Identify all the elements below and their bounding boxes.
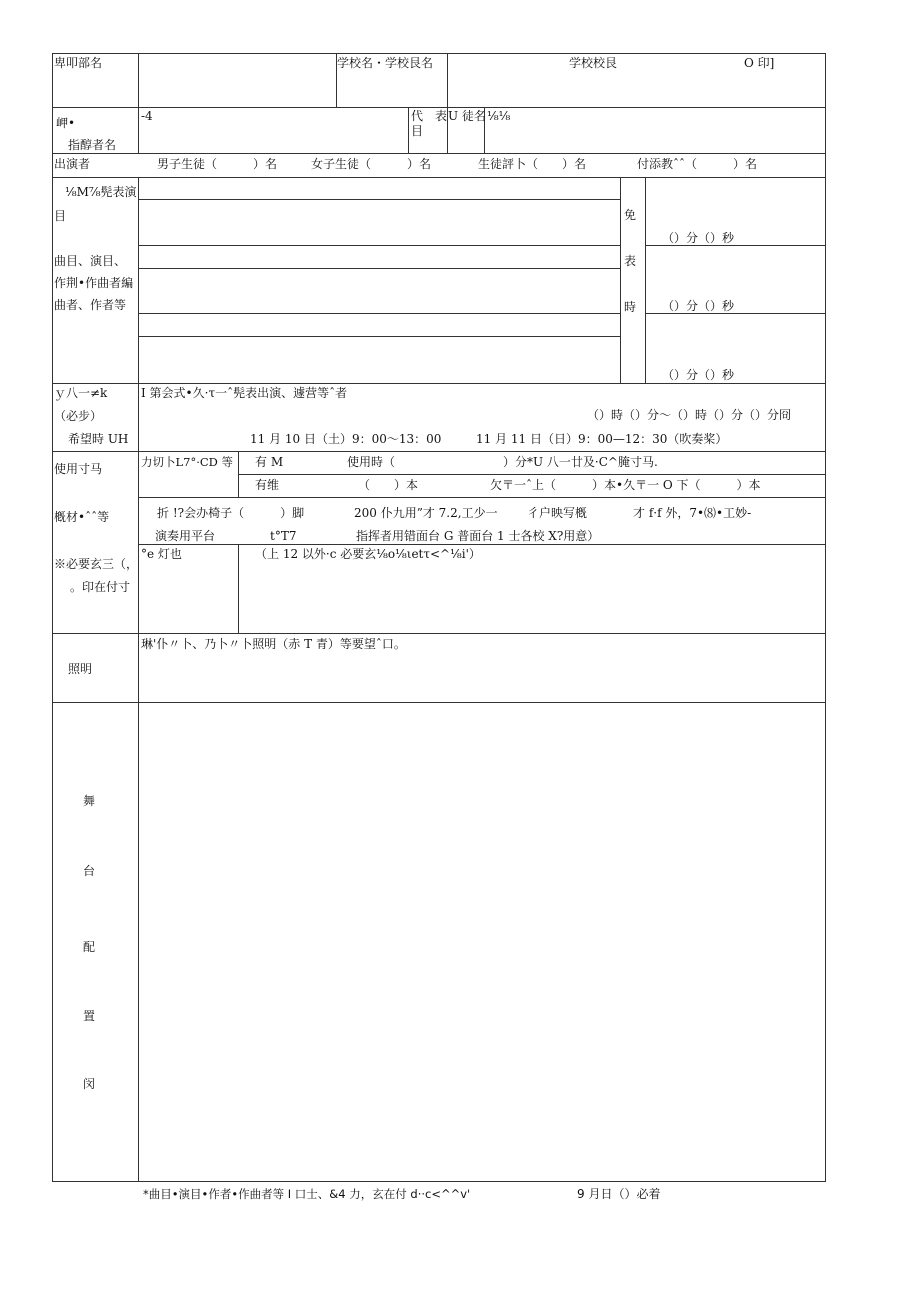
item-200-field[interactable]: 200 仆九用”才 7.2,工少一 xyxy=(354,506,498,520)
conductor-label-a: 岬• xyxy=(56,116,76,130)
divider xyxy=(52,383,826,384)
stage-label-char-1: 舞 xyxy=(83,794,96,808)
divider xyxy=(138,336,620,337)
program-input-5[interactable] xyxy=(140,315,618,335)
program-label-4: 作荆•作曲者編 xyxy=(54,276,134,290)
school-input[interactable] xyxy=(338,72,445,105)
rehearsal-date-1: 11 月 10 日（土）9：00～13：00 xyxy=(250,432,442,446)
principal-label: 学校校艮 xyxy=(569,56,618,70)
power-have-option[interactable]: 有 M xyxy=(255,455,284,469)
lighting-note: 琳'仆〃卜、乃卜〃卜照明（赤 T 青）等要望ˆ口。 xyxy=(141,637,406,651)
divider xyxy=(408,107,409,153)
time-field-1[interactable]: （）分（）秒 xyxy=(662,231,735,245)
program-label-5: 曲者、作者等 xyxy=(54,298,127,312)
program-input-2[interactable] xyxy=(140,201,618,244)
chair-field[interactable]: 折 !?会办椅子（ ）脚 xyxy=(157,506,305,520)
program-label-2: 目 xyxy=(54,209,67,223)
divider xyxy=(52,702,826,703)
other-equipment-field[interactable]: 才 f·f 外，7•⑻•工妙- xyxy=(633,506,752,520)
program-label-1: ⅛M⅞髡表演 xyxy=(65,185,137,199)
projector-field[interactable]: 彳户映写槪 xyxy=(527,506,588,520)
equipment-label-4: 。印在付寸 xyxy=(70,580,131,594)
rep-label-b: 目 xyxy=(411,124,424,138)
power-label: 力切卜L7°·CD 等 xyxy=(141,455,234,469)
divider xyxy=(138,313,620,314)
equipment-label-1: 使用寸马 xyxy=(54,462,103,476)
table-border-bottom xyxy=(52,1181,826,1182)
divider xyxy=(645,177,646,383)
student-name-label: U 徒名 xyxy=(448,109,486,123)
dept-input[interactable] xyxy=(140,55,334,105)
equipment-label-2: 槪材•ˆˆ等 xyxy=(54,510,110,524)
wire-count-field[interactable]: （ ）本 xyxy=(358,478,419,492)
divider xyxy=(52,153,826,154)
other-needs-note: （上 12 以外·c 必要玄⅛o⅛ιetτ<^⅛i'） xyxy=(255,547,481,561)
lighting-input[interactable] xyxy=(140,653,824,700)
stage-label-char-3: 配 xyxy=(83,940,96,954)
performers-label: 出演者 xyxy=(54,157,91,171)
divider xyxy=(238,544,239,633)
wire-have-option[interactable]: 有维 xyxy=(255,478,280,492)
rehearsal-time-range[interactable]: （）時（）分～（）時（）分（）分冏 xyxy=(587,408,792,422)
divider xyxy=(52,451,826,452)
divider xyxy=(447,53,448,153)
table-border-right xyxy=(825,53,826,1182)
dept-label: 卑叩部名 xyxy=(54,56,103,70)
seal-label: O 印] xyxy=(744,56,775,70)
student-count-field[interactable]: 生徒評卜（ ）名 xyxy=(478,157,587,171)
time-field-3[interactable]: （）分（）秒 xyxy=(662,368,735,382)
power-time-field[interactable]: 使用時（ ）分*U 八一廿及·C^腌寸马. xyxy=(347,455,658,469)
platform-label: 演奏用平台 xyxy=(155,529,216,543)
divider xyxy=(138,53,139,153)
conductor-input[interactable]: -4 xyxy=(141,109,153,123)
rehearsal-label-2: （必步） xyxy=(54,409,103,423)
divider xyxy=(645,313,826,314)
divider xyxy=(138,268,620,269)
lighting-label: 照明 xyxy=(68,662,93,676)
time-label-2: 表 xyxy=(624,254,637,268)
divider xyxy=(620,177,621,383)
stage-label-char-5: 闵 xyxy=(83,1077,96,1091)
divider xyxy=(138,544,826,545)
time-label-3: 時 xyxy=(624,300,637,314)
stage-layout-area[interactable] xyxy=(140,704,824,1179)
stage-label-char-4: 置 xyxy=(83,1009,96,1023)
divider xyxy=(138,199,620,200)
conductor-label-b: 指醇者名 xyxy=(68,138,117,152)
conductor-stand-note: 指挥者用错面台 G 普面台 1 士各校 X?用意） xyxy=(356,529,600,543)
rehearsal-desc: I 第会式•久·τ一ˆ髡表出演、遽营等ˆ者 xyxy=(141,386,348,400)
divider xyxy=(138,177,139,1182)
student-name-input[interactable]: ⅛⅛ xyxy=(487,109,511,123)
program-input-6[interactable] xyxy=(140,338,618,382)
male-count-field[interactable]: 男子生徒（ ）名 xyxy=(157,157,278,171)
school-label: 学校名・学校艮名 xyxy=(337,56,434,70)
divider xyxy=(52,107,826,108)
other-needs-input[interactable] xyxy=(240,563,824,631)
stage-label-char-2: 台 xyxy=(83,864,96,878)
rehearsal-date-2: 11 月 11 日（日）9：00—12：30（吹奏桨） xyxy=(476,432,728,446)
divider xyxy=(52,177,826,178)
platform-field[interactable]: t°T7 xyxy=(270,529,297,543)
other-needs-label: °e 灯也 xyxy=(141,547,182,561)
wire-upper-field[interactable]: 欠〒一ˆ上（ ）本•久〒一 O 下（ ）本 xyxy=(490,478,761,492)
equipment-label-3: ※必要玄三（， xyxy=(54,557,139,571)
rehearsal-label-3: 希望時 UH xyxy=(68,432,129,446)
divider xyxy=(138,245,620,246)
program-input-1[interactable] xyxy=(140,179,618,198)
program-label-3: 曲目、演目、 xyxy=(54,254,127,268)
divider xyxy=(52,633,826,634)
table-border-top xyxy=(52,53,826,54)
program-input-3[interactable] xyxy=(140,247,618,267)
rep-label-a: 代 表 xyxy=(411,109,448,123)
time-label-1: 免 xyxy=(624,208,637,222)
female-count-field[interactable]: 女子生徒（ ）名 xyxy=(311,157,432,171)
divider xyxy=(238,474,826,475)
divider xyxy=(138,497,826,498)
deadline-note: 9 月日（）必着 xyxy=(577,1187,661,1201)
footer-note: *曲目•演目•作者•作曲者等 I 口士、&4 力，玄在付 d··c<^^v' xyxy=(143,1187,471,1201)
program-input-4[interactable] xyxy=(140,270,618,312)
table-border-left xyxy=(52,53,53,1182)
time-field-2[interactable]: （）分（）秒 xyxy=(662,299,735,313)
divider xyxy=(645,245,826,246)
assistant-count-field[interactable]: 付添教ˆˆ（ ）名 xyxy=(637,157,758,171)
rehearsal-label-1: ｙ八一≠k xyxy=(54,386,108,400)
